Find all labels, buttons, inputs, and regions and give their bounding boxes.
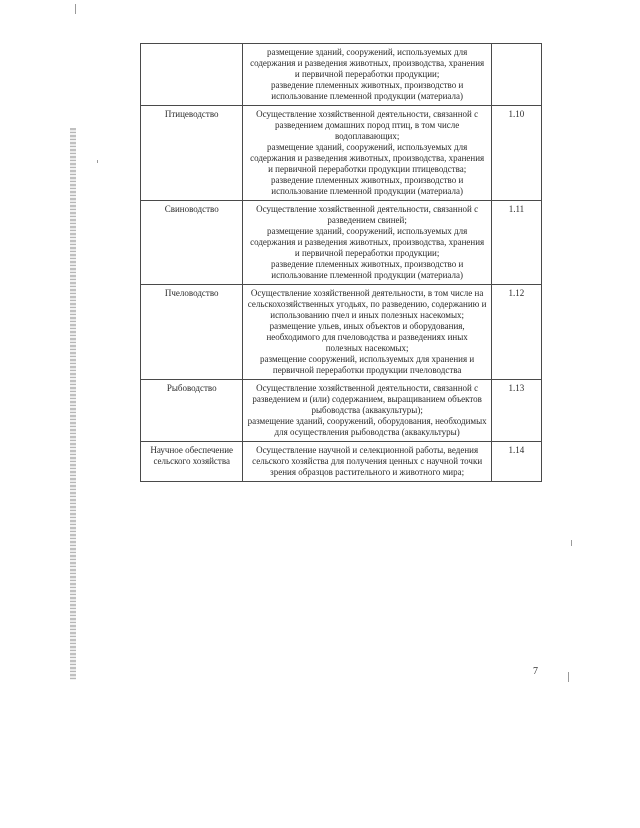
land-use-table bbox=[140, 43, 542, 482]
activity-name-cell: Рыбоводство bbox=[141, 380, 243, 442]
description-paragraph: размещение зданий, сооружений, оборудования, необходимых для осуществления рыбоводства (аквакультуры) bbox=[247, 416, 487, 437]
scan-mark bbox=[75, 4, 76, 14]
activity-code-cell: 1.12 bbox=[491, 285, 541, 380]
activity-name-cell bbox=[141, 44, 243, 106]
description-paragraph: размещение ульев, иных объектов и оборудования, необходимого для пчеловодства и разведениях иных полезных насекомых; bbox=[266, 321, 468, 353]
description-paragraph: разведение племенных животных, производство и использование племенной продукции (материала) bbox=[271, 259, 464, 280]
activity-name-cell: Научное обеспечение сельского хозяйства bbox=[141, 442, 243, 482]
description-paragraph: разведение племенных животных, производство и использование племенной продукции (материала) bbox=[271, 80, 464, 101]
description-paragraph: Осуществление хозяйственной деятельности, в том числе на сельскохозяйственных угодьях, по разведению, содержанию и использованию пчел и иных полезных насекомых; bbox=[247, 288, 487, 320]
activity-name-cell: Свиноводство bbox=[141, 201, 243, 285]
table-row bbox=[141, 285, 542, 380]
activity-code-cell: 1.14 bbox=[491, 442, 541, 482]
table-row bbox=[141, 442, 542, 482]
activity-description-cell bbox=[243, 201, 491, 285]
description-paragraph: Осуществление научной и селекционной работы, ведения сельского хозяйства для получения ценных с научной точки зрения образцов растительного и животного мира; bbox=[252, 445, 483, 477]
activity-code-cell: 1.11 bbox=[491, 201, 541, 285]
activity-description-cell bbox=[243, 442, 491, 482]
description-paragraph: Осуществление хозяйственной деятельности, связанной с разведением свиней; bbox=[256, 204, 479, 225]
activity-description-cell bbox=[243, 285, 491, 380]
scan-mark bbox=[97, 160, 98, 163]
table-row bbox=[141, 201, 542, 285]
activity-description-cell bbox=[243, 106, 491, 201]
activity-description-cell bbox=[243, 44, 491, 106]
scan-mark bbox=[571, 540, 572, 546]
description-paragraph: размещение зданий, сооружений, используемых для содержания и разведения животных, производства, хранения и первичной переработки продукции птицеводства; bbox=[250, 142, 485, 174]
description-paragraph: размещение зданий, сооружений, используемых для содержания и разведения животных, производства, хранения и первичной переработки продукции; bbox=[250, 226, 485, 258]
description-paragraph: разведение племенных животных, производство и использование племенной продукции (материала) bbox=[271, 175, 464, 196]
description-paragraph: размещение зданий, сооружений, используемых для содержания и разведения животных, производства, хранения и первичной переработки продукции; bbox=[250, 47, 485, 79]
activity-description-cell bbox=[243, 380, 491, 442]
table-row bbox=[141, 44, 542, 106]
table-row bbox=[141, 106, 542, 201]
description-paragraph: размещение сооружений, используемых для хранения и первичной переработки продукции пчеловодства bbox=[260, 354, 475, 375]
activity-code-cell bbox=[491, 44, 541, 106]
activity-name-cell: Пчеловодство bbox=[141, 285, 243, 380]
description-paragraph: Осуществление хозяйственной деятельности, связанной с разведением домашних пород птиц, в том числе водоплавающих; bbox=[256, 109, 479, 141]
scan-mark bbox=[568, 672, 569, 682]
page-number: 7 bbox=[533, 666, 538, 677]
activity-code-cell: 1.13 bbox=[491, 380, 541, 442]
activity-code-cell: 1.10 bbox=[491, 106, 541, 201]
table-row bbox=[141, 380, 542, 442]
scan-edge-artifact bbox=[70, 128, 76, 680]
activity-name-cell: Птицеводство bbox=[141, 106, 243, 201]
description-paragraph: Осуществление хозяйственной деятельности, связанной с разведением и (или) содержанием, выращиванием объектов рыбоводства (аквакультуры); bbox=[252, 383, 482, 415]
